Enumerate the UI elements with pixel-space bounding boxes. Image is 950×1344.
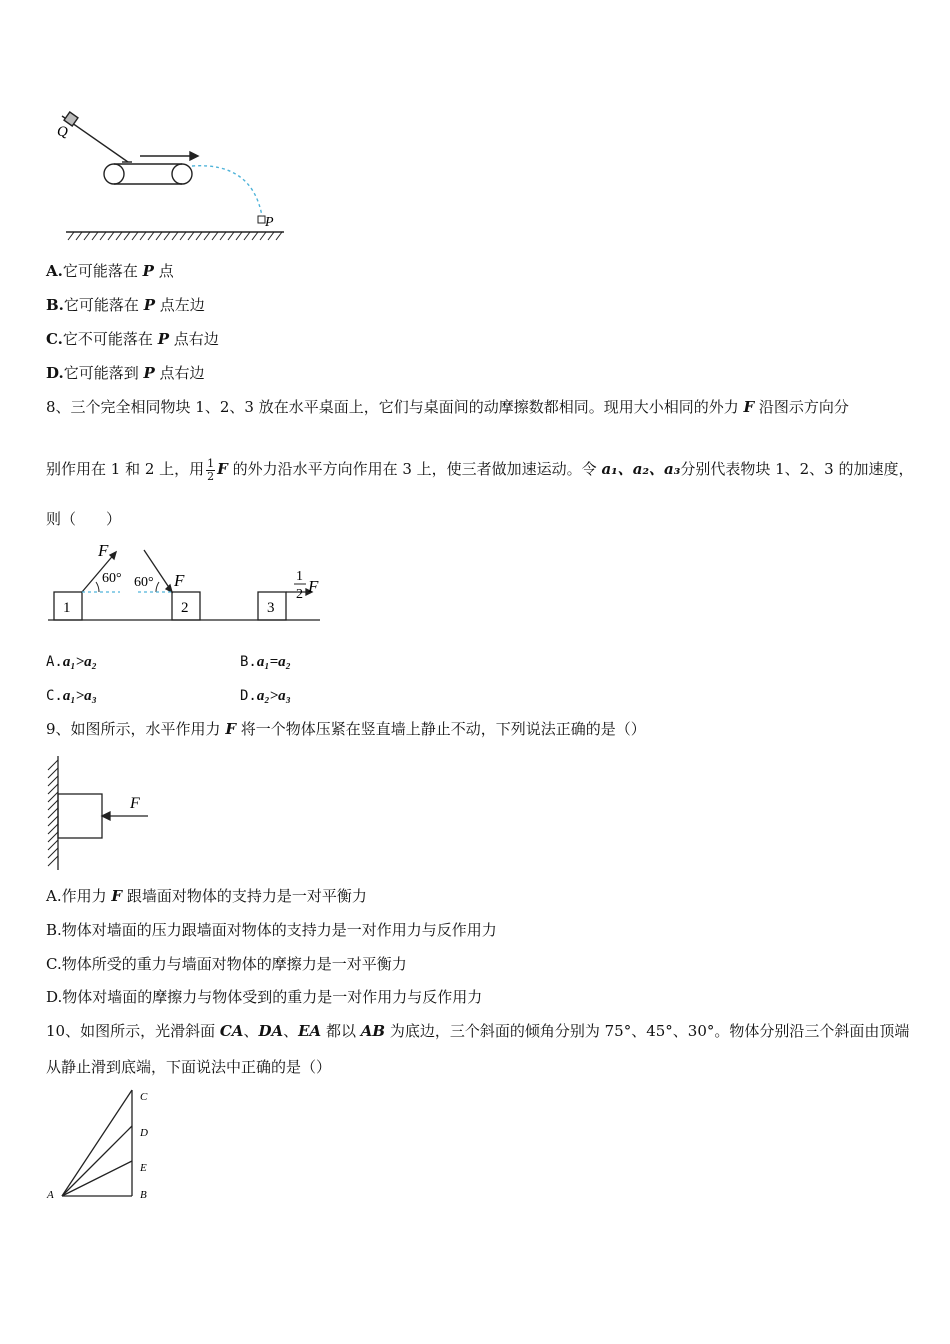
half-den: 2 [296, 587, 303, 602]
force-3-label: F [308, 577, 319, 596]
q7-option-a: A.它可能落在 P 点 [46, 262, 174, 280]
q7-option-d: D.它可能落到 P 点右边 [46, 364, 205, 382]
q10-stem-line2: 从静止滑到底端，下面说法中正确的是（） [46, 1058, 332, 1076]
q8-stem-line1: 8、三个完全相同物块 1、2、3 放在水平桌面上，它们与桌面间的动摩擦数都相同。现用大小相同的外力 F 沿图示方向分 [46, 398, 849, 416]
fraction-half: $\frac{1}{2}$ [207, 456, 215, 483]
block-2-label: 2 [181, 600, 189, 616]
q8-stem-line2: 别作用在 1 和 2 上，用 $\frac{1}{2}$ F 的外力沿水平方向作用在 3 上，使三者做加速运动。令 a₁、a₂、a₃分别代表物块 1、2、3 的加速度， [46, 456, 914, 483]
point-c: C [140, 1091, 148, 1103]
q9-stem: 9、如图所示，水平作用力 F 将一个物体压紧在竖直墙上静止不动，下列说法正确的是（） [46, 720, 646, 738]
q8-option-c: C.a₁>a₃ [46, 688, 97, 704]
q8-option-a: A.a₁>a₂ [46, 654, 97, 670]
q9-option-c: C.物体所受的重力与墙面对物体的摩擦力是一对平衡力 [46, 955, 407, 973]
force-1-label: F [98, 541, 109, 560]
pressed-block [58, 794, 102, 838]
ground-hatch [68, 232, 282, 240]
q9-option-d: D.物体对墙面的摩擦力与物体受到的重力是一对作用力与反作用力 [46, 988, 483, 1006]
force-2-label: F [174, 571, 185, 590]
point-d: D [140, 1127, 148, 1139]
block-3-label: 3 [267, 600, 275, 616]
trajectory-curve [192, 166, 262, 216]
inclines-figure [44, 1086, 164, 1206]
conveyor-figure [52, 110, 292, 242]
q8-stem-line3: 则（ ） [46, 510, 122, 528]
q7-option-b: B.它可能落在 P 点左边 [46, 296, 205, 314]
half-num: 1 [296, 569, 303, 584]
wall-block-figure [40, 752, 160, 874]
wall-force-label: F [130, 795, 140, 812]
wall-hatch [48, 760, 58, 866]
point-e: E [140, 1162, 147, 1174]
q10-stem-line1: 10、如图所示，光滑斜面 CA、DA、EA 都以 AB 为底边，三个斜面的倾角分别为 75°、45°、30°。物体分别沿三个斜面由顶端 [46, 1022, 910, 1040]
block-1-label: 1 [63, 600, 71, 616]
label-p: P [265, 215, 274, 230]
label-q: Q [57, 124, 68, 140]
q7-option-c: C.它不可能落在 P 点右边 [46, 330, 219, 348]
q8-option-d: D.a₂>a₃ [240, 688, 291, 704]
point-b: B [140, 1189, 147, 1201]
q8-option-b: B.a₁=a₂ [240, 654, 291, 670]
angle-2-label: 60° [134, 575, 154, 590]
q9-option-a: A.作用力 F 跟墙面对物体的支持力是一对平衡力 [46, 887, 367, 905]
point-a: A [47, 1189, 54, 1201]
q9-option-b: B.物体对墙面的压力跟墙面对物体的支持力是一对作用力与反作用力 [46, 921, 497, 939]
blocks-figure [44, 540, 334, 628]
angle-1-label: 60° [102, 571, 122, 586]
